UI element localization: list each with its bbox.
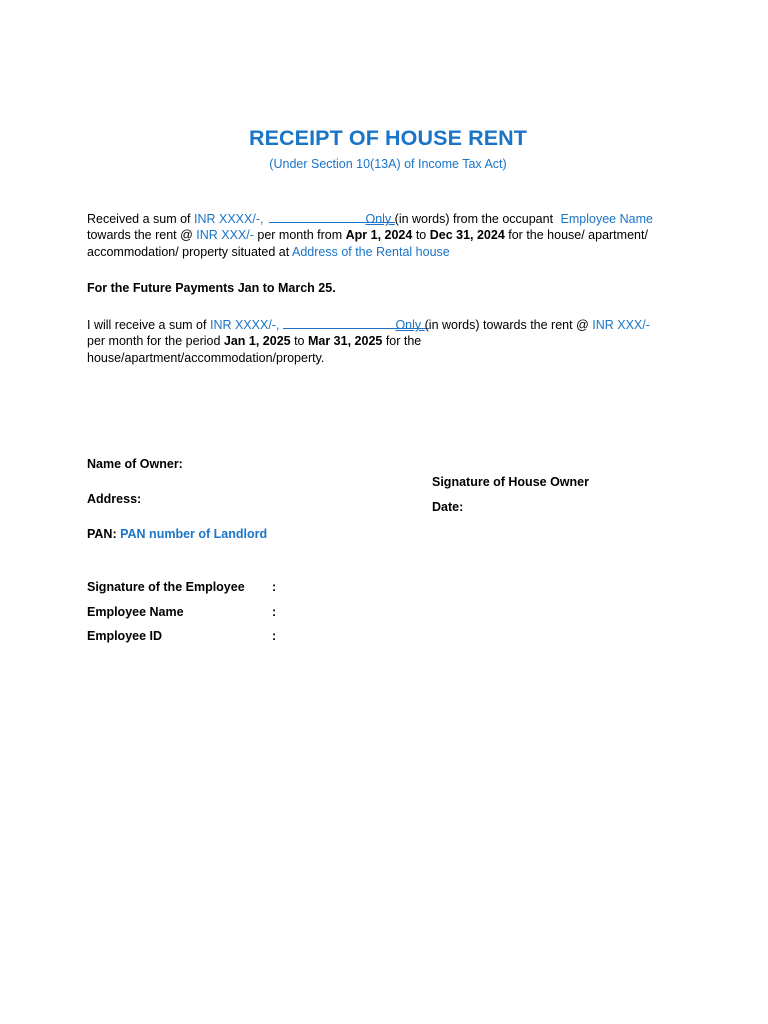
owner-address-label: Address: [87, 492, 142, 506]
employee-name-label: Employee Name [87, 605, 184, 619]
document-title: RECEIPT OF HOUSE RENT [248, 126, 528, 150]
text-fragment: per month for the period [87, 334, 224, 348]
colon-separator: : [272, 580, 277, 594]
text-fragment: per month from [253, 228, 346, 242]
amount-placeholder: INR XXXX/-, [194, 212, 264, 226]
amount-placeholder: INR XXXX/-, [209, 318, 280, 332]
text-fragment: to [290, 334, 308, 348]
owner-pan-line [87, 527, 267, 541]
text-fragment: I will receive a sum of [87, 318, 210, 332]
text-fragment: (in words) towards the rent @ [424, 318, 593, 332]
future-payments-heading: For the Future Payments Jan to March 25. [87, 281, 336, 295]
pan-label: PAN: [87, 527, 117, 541]
receipt-line-3 [87, 245, 450, 259]
owner-signature-label: Signature of House Owner [432, 475, 589, 489]
rent-placeholder: INR XXX/- [592, 318, 650, 332]
future-line-2 [87, 334, 421, 348]
rent-placeholder: INR XXX/- [196, 228, 254, 242]
colon-separator: : [272, 629, 277, 643]
future-line-1 [87, 316, 650, 332]
text-fragment: towards the rent @ [87, 228, 197, 242]
from-date: Apr 1, 2024 [345, 228, 413, 242]
employee-signature-label: Signature of the Employee [87, 580, 245, 594]
from-date: Jan 1, 2025 [223, 334, 291, 348]
document-subtitle: (Under Section 10(13A) of Income Tax Act) [269, 157, 507, 171]
text-fragment: (in words) from the occupant [394, 212, 557, 226]
employee-name-placeholder: Employee Name [560, 212, 653, 226]
pan-placeholder: PAN number of Landlord [120, 527, 268, 541]
text-fragment: to [412, 228, 430, 242]
text-fragment: for the house/ apartment/ [504, 228, 648, 242]
text-fragment: accommodation/ property situated at [87, 245, 292, 259]
receipt-line-2 [87, 228, 648, 242]
to-date: Dec 31, 2024 [429, 228, 505, 242]
text-fragment: Received a sum of [87, 212, 194, 226]
future-line-3: house/apartment/accommodation/property. [87, 351, 325, 365]
owner-name-label: Name of Owner: [87, 457, 183, 471]
receipt-line-1 [87, 210, 653, 226]
text-fragment: for the [382, 334, 422, 348]
owner-date-label: Date: [432, 500, 464, 514]
only-label: Only [365, 212, 395, 226]
employee-id-label: Employee ID [87, 629, 163, 643]
to-date: Mar 31, 2025 [307, 334, 383, 348]
only-label: Only [395, 318, 425, 332]
rental-address-placeholder: Address of the Rental house [291, 245, 450, 259]
colon-separator: : [272, 605, 277, 619]
